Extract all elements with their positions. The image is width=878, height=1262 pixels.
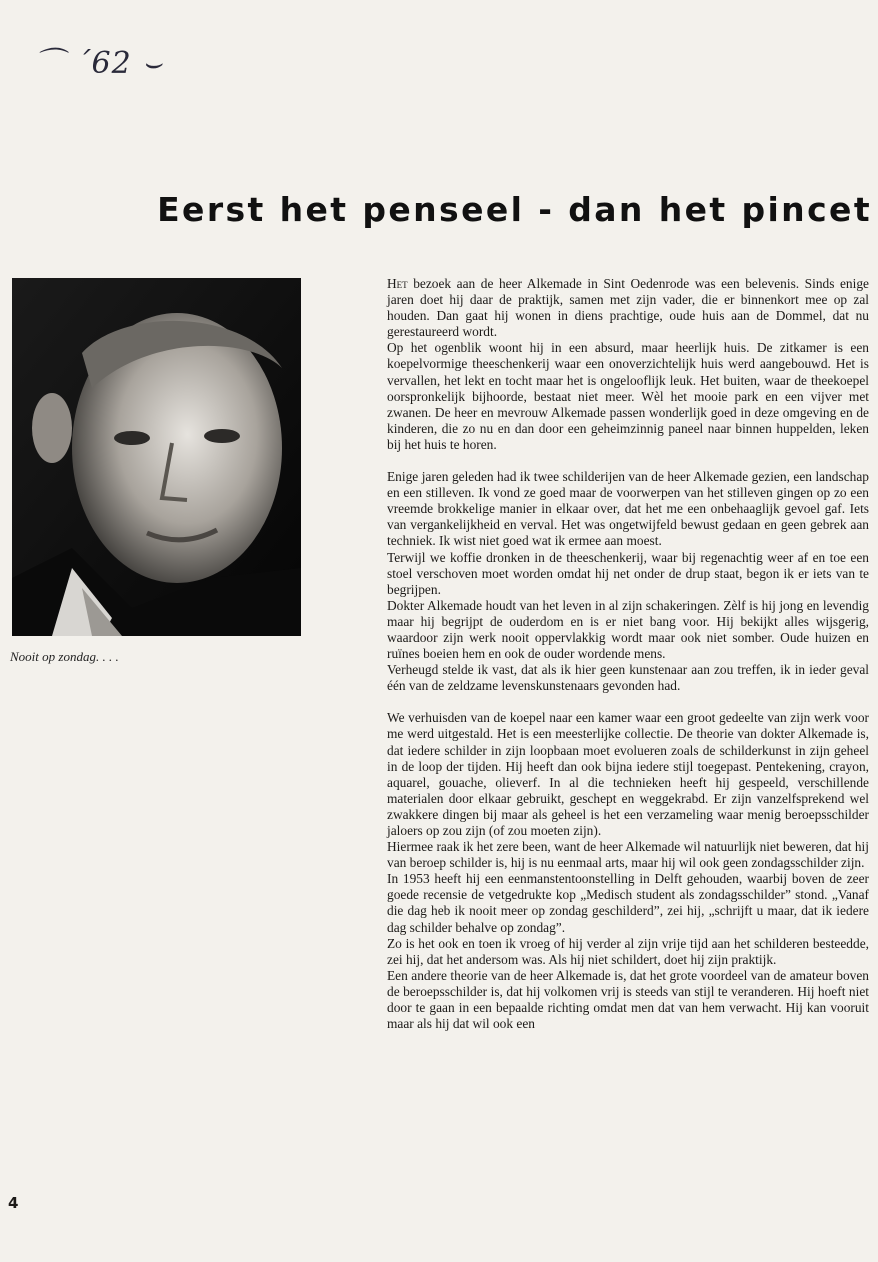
article-paragraph: Hiermee raak ik het zere been, want de heer Alkemade wil natuurlijk niet beweren, dat hij van beroep schilder is, hij is nu eenmaal arts, maar hij wil ook geen zondagsschilder zijn. <box>387 839 869 871</box>
page-title: Eerst het penseel - dan het pincet <box>157 190 872 230</box>
article-paragraph: Terwijl we koffie dronken in de theeschenkerij, waar bij regenachtig weer af en toe een stoel verschoven moet worden omdat hij net onder de drup staat, begon ik er iets van te begrijpen. <box>387 549 869 597</box>
article-paragraph: Op het ogenblik woont hij in een absurd, maar heerlijk huis. De zitkamer is een koepelvormige theeschenkerij waar een onoverzichtelijk huis werd aangebouwd. Het is vervallen, het lekt en tocht maar het is ongelooflijk leuk. Het buiten, waar de theekoepel oorspronkelijk bijhoorde, bestaat niet meer. Wèl het mooie park en een vijver met zwanen. De heer en mevrouw Alkemade passen wonderlijk goed in deze omgeving en de kinderen, die zo nu en dan door een geheimzinnig paneel naar binnen huppelden, leken bij het huis te horen. <box>387 340 869 452</box>
article-paragraph: Enige jaren geleden had ik twee schilderijen van de heer Alkemade gezien, een landschap en een stilleven. Ik vond ze goed maar de voorwerpen van het stilleven gingen op zo een vreemde brokkelige manier in elkaar over, dat het me een onbehaaglijk gevoel gaf. Iets van vergankelijkheid en verval. Het was ongetwijfeld bewust gedaan en geen gebrek aan techniek. Ik wist niet goed wat ik ermee aan moest. <box>387 469 869 549</box>
article-paragraph: Verheugd stelde ik vast, dat als ik hier geen kunstenaar aan zou treffen, ik in ieder geval één van de zeldzame levenskunstenaars gevonden had. <box>387 662 869 694</box>
page-number: 4 <box>8 1194 19 1212</box>
article-paragraph: Dokter Alkemade houdt van het leven in al zijn schakeringen. Zèlf is hij jong en levendig maar hij begrijpt de ouderdom en is er niet bang voor. Hij bekijkt alles wijsgerig, waardoor zijn werk nooit oppervlakkig wordt maar ook niet somber. Oude huizen en ruïnes boeien hem en ook de ouder wordende mens. <box>387 597 869 662</box>
article-paragraph: Een andere theorie van de heer Alkemade is, dat het grote voordeel van de amateur boven de beroepsschilder is, dat hij volkomen vrij is steeds van stijl te veranderen. Hij hoeft niet door te gaan in een bepaalde richting omdat men dat van hem verwacht. Hij kan vooruit maar als hij dat wil ook een <box>387 967 869 1032</box>
article-body <box>387 276 869 1032</box>
handwritten-annotation: ⌒ ´62 ⌣ <box>34 46 163 81</box>
article-paragraph: Zo is het ook en toen ik vroeg of hij verder al zijn vrije tijd aan het schilderen besteedde, zei hij, dat het andersom was. Als hij niet schildert, doet hij zijn praktijk. <box>387 935 869 967</box>
article-paragraph: Het bezoek aan de heer Alkemade in Sint Oedenrode was een belevenis. Sinds enige jaren doet hij daar de praktijk, samen met zijn vader, die er binnenkort mee op zal houden. Dan gaat hij wonen in diens prachtige, oude huis aan de Dommel, dat nu gerestaureerd wordt. <box>387 276 869 340</box>
article-paragraph: In 1953 heeft hij een eenmanstentoonstelling in Delft gehouden, waarbij boven de zeer goede recensie de vetgedrukte kop „Medisch student als zondagsschilder” stond. „Vanaf die dag heb ik nooit meer op zondag geschilderd”, zei hij, „schrijft u maar, dat ik iedere dag schilder behalve op zondag”. <box>387 871 869 935</box>
portrait-photo <box>12 278 301 636</box>
article-paragraph: We verhuisden van de koepel naar een kamer waar een groot gedeelte van zijn werk voor me werd uitgestald. Het is een meesterlijke collectie. De theorie van dokter Alkemade is, dat iedere schilder in zijn loopbaan moet evolueren zoals de schilderkunst in zijn geheel in de loop der tijden. Hij heeft dan ook bijna iedere stijl toegepast. Pentekening, crayon, aquarel, gouache, olieverf. In al die technieken heeft hij gespeeld, verschillende materialen door elkaar gebruikt, geschept en weggekrabd. Er zijn vanzelfsprekend wel zwakkere dingen bij maar als geheel is het een verzameling waar menig beroepsschilder jaloers op zou zijn (of zou moeten zijn). <box>387 710 869 838</box>
photo-caption: Nooit op zondag. . . . <box>10 649 119 664</box>
article-lead-word: Het <box>387 276 408 291</box>
